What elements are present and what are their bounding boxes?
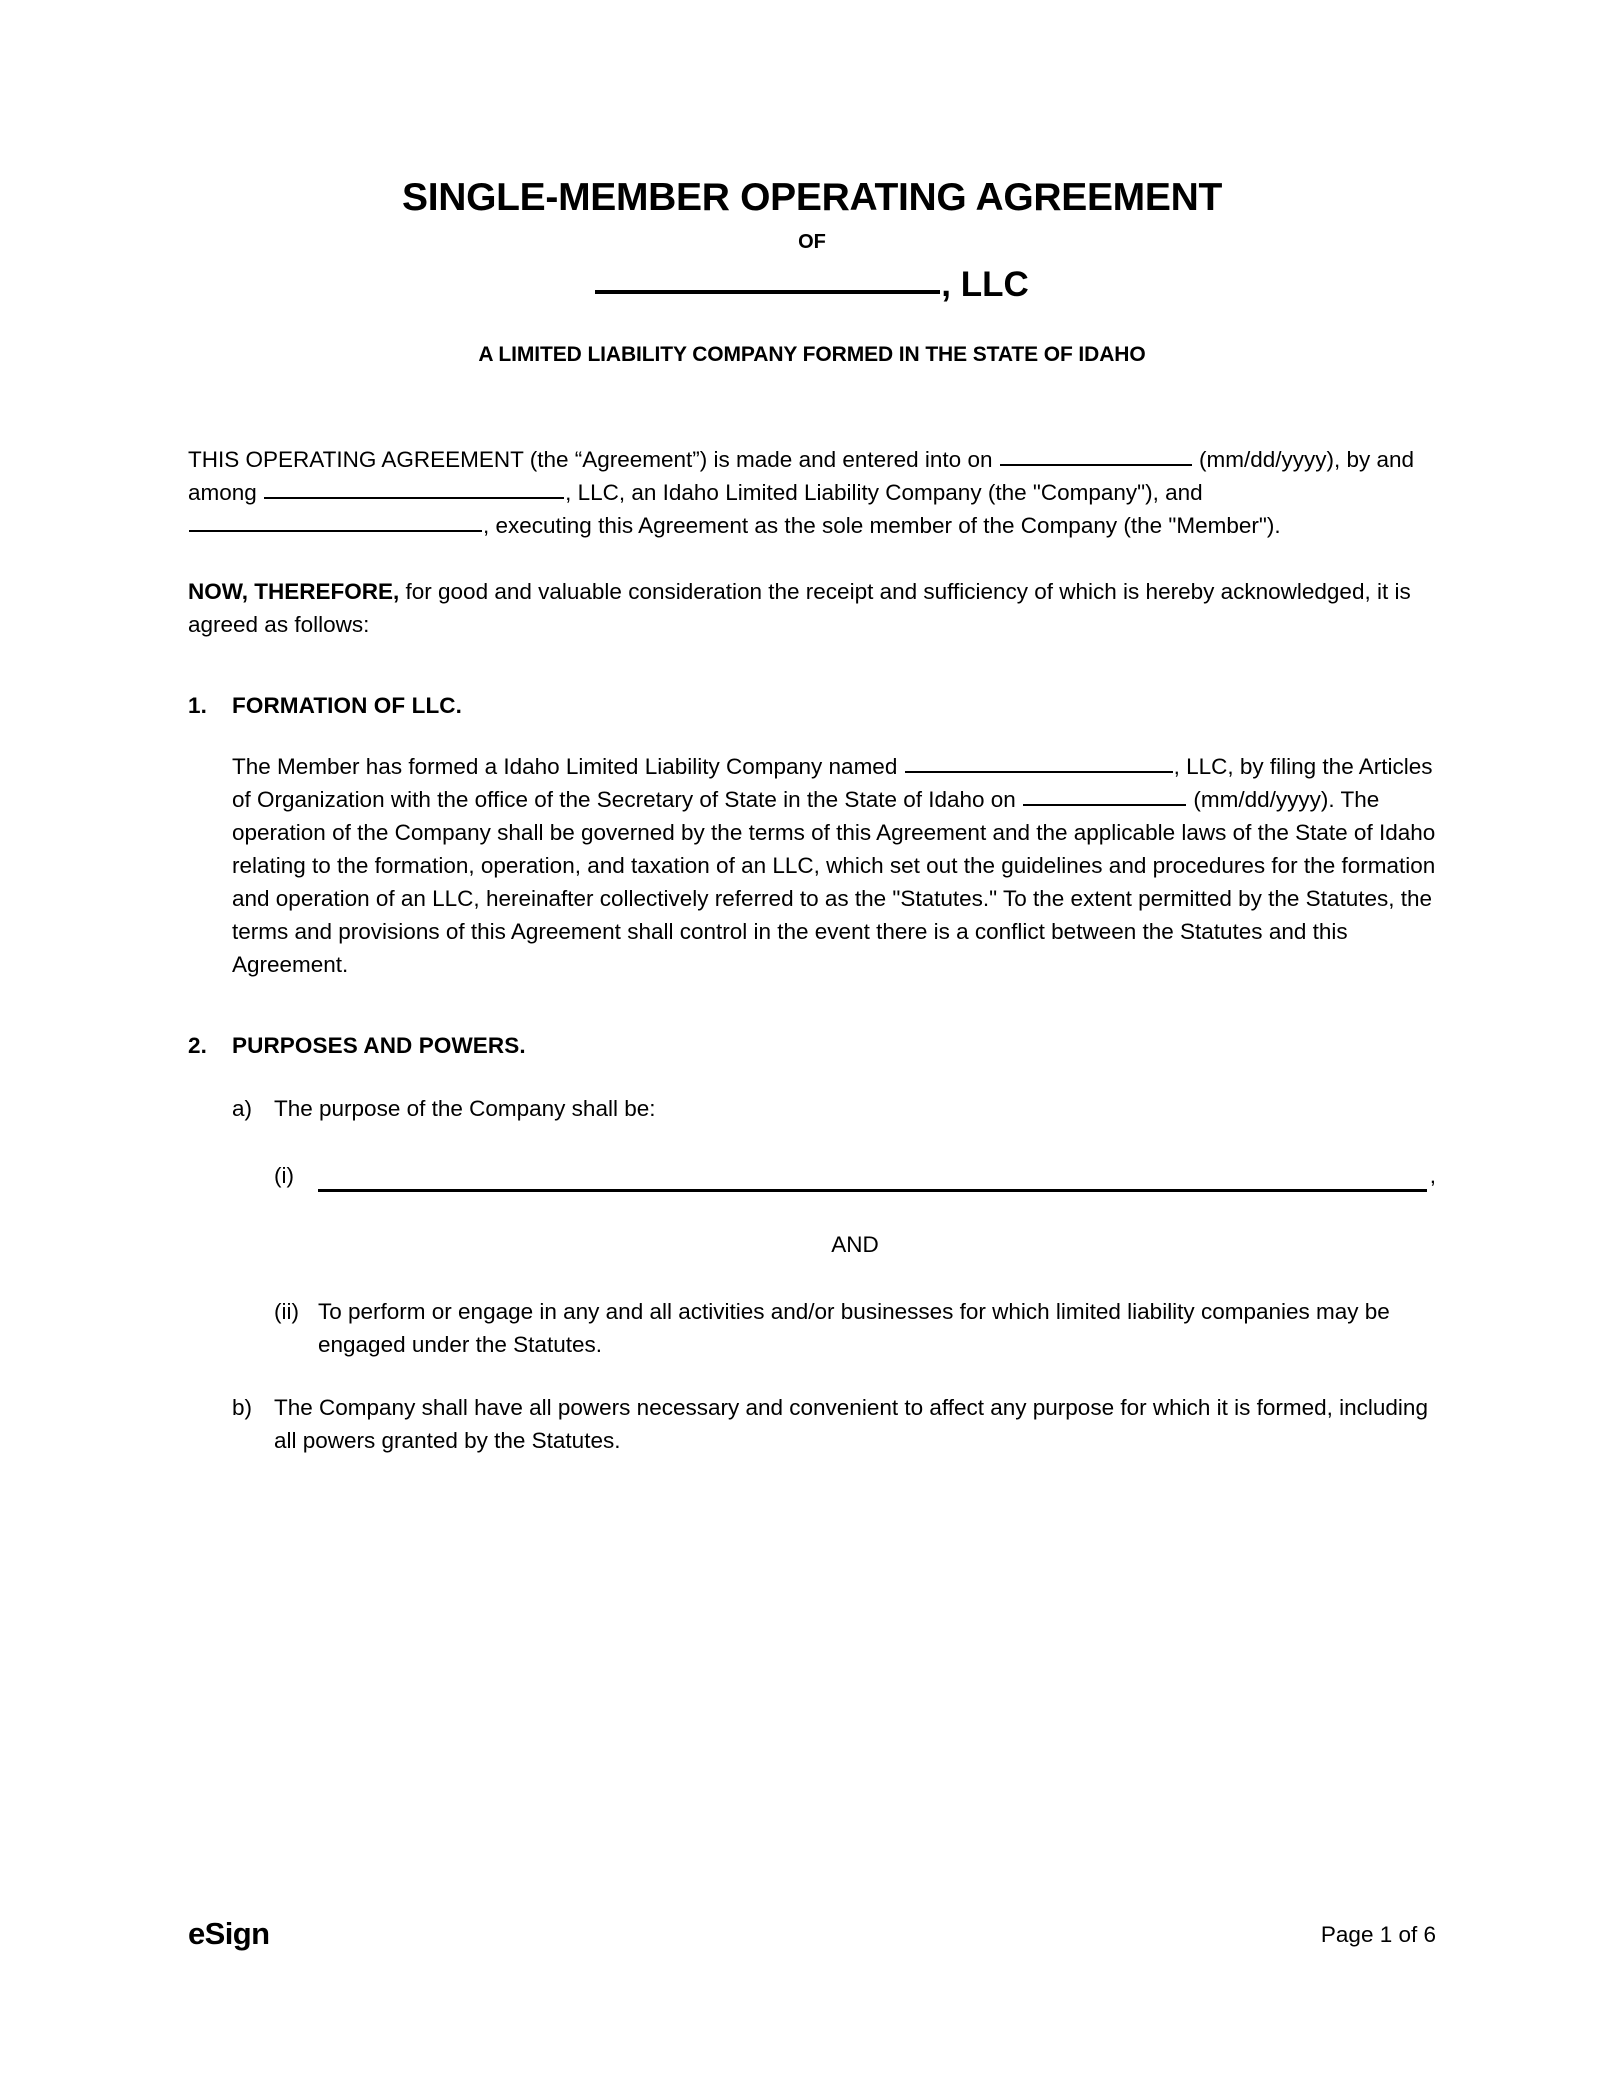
and-connector-label: AND (831, 1232, 879, 1258)
now-therefore-paragraph (188, 575, 1436, 641)
list-item-a (232, 1092, 1436, 1125)
page-title: SINGLE-MEMBER OPERATING AGREEMENT (402, 176, 1222, 219)
title-of-label: OF (798, 230, 826, 253)
list-item-b-marker: b) (232, 1395, 253, 1421)
preamble-line2-a: (mm/dd/yyyy), by and among (188, 447, 1415, 506)
preamble-block (188, 443, 1436, 641)
preamble-line1: THIS OPERATING AGREEMENT (the “Agreement”) is made and entered into on (188, 447, 993, 473)
formation-date-blank[interactable] (1023, 784, 1186, 806)
entity-name-line (188, 265, 1436, 305)
purpose-blank-row (318, 1159, 1436, 1192)
section-1-body-b: , LLC, by filing the Articles of Organization with the office of the Secretary of State in the State of Idaho on (232, 754, 1433, 813)
list-item-roman-i (274, 1159, 1436, 1192)
section-purposes-and-powers (188, 1029, 1436, 1062)
section-2-heading (188, 1029, 1436, 1062)
list-item-roman-i-marker: (i) (274, 1163, 294, 1189)
list-item-a-marker: a) (232, 1096, 253, 1122)
now-therefore-rest: for good and valuable consideration the receipt and sufficiency of which is hereby acknowledged, it is agreed as follows: (188, 579, 1411, 638)
preamble-line3-b: , executing this (483, 513, 634, 539)
entity-name-blank[interactable] (595, 290, 940, 294)
list-item-roman-i-content (318, 1159, 1436, 1192)
section-1-title: FORMATION OF LLC. (232, 693, 462, 719)
page-footer (188, 1918, 1436, 1949)
section-2-number: 2. (188, 1033, 207, 1059)
title-block (188, 0, 1436, 367)
list-item-a-text: The purpose of the Company shall be: (274, 1096, 656, 1122)
page-number: Page 1 of 6 (1320, 1922, 1436, 1947)
formation-company-name-blank[interactable] (905, 751, 1173, 773)
section-2-title: PURPOSES AND POWERS. (232, 1033, 526, 1059)
now-therefore-lead: NOW, THEREFORE, (188, 579, 400, 605)
esign-logo: eSign (188, 1916, 270, 1951)
company-name-blank[interactable] (264, 477, 564, 499)
entity-suffix-label: , LLC (941, 264, 1029, 304)
document-content (188, 0, 1436, 1457)
section-1-heading (188, 689, 1436, 722)
section-1-body-a: The Member has formed a Idaho Limited Liability Company named (232, 754, 898, 780)
purpose-description-blank[interactable] (318, 1165, 1427, 1192)
section-1-number: 1. (188, 693, 207, 719)
section-formation-of-llc (188, 689, 1436, 981)
paragraph-spacer (188, 542, 1436, 575)
list-item-roman-ii (274, 1295, 1436, 1361)
member-name-blank[interactable] (189, 510, 482, 532)
agreement-date-blank[interactable] (1000, 444, 1192, 466)
document-subtitle: A LIMITED LIABILITY COMPANY FORMED IN THE STATE OF IDAHO (478, 343, 1146, 367)
preamble-line4: Agreement as the sole member of the Company (the "Member"). (638, 513, 1281, 539)
section-1-body (232, 750, 1436, 981)
purpose-blank-tail: , (1429, 1163, 1436, 1189)
preamble-paragraph (188, 443, 1436, 542)
preamble-line2-b: , LLC, an Idaho (565, 480, 719, 506)
list-item-b (232, 1391, 1436, 1457)
section-1-body-c: (mm/dd/yyyy). The operation of the Company shall be governed by the terms of this Agreement and the applicable laws of the State of Idaho relating to the formation, operation, and taxation of an LLC, which set out the guidelines and procedures for the formation and operation of an LLC, hereinafter collectively referred to as the "Statutes." To the extent permitted by the Statutes, the terms and provisions of this Agreement shall control in the event there is a conflict between the Statutes and this Agreement. (232, 787, 1436, 978)
list-item-b-text: The Company shall have all powers necessary and convenient to affect any purpose for which it is formed, including all powers granted by the Statutes. (274, 1395, 1428, 1454)
list-item-roman-ii-text: To perform or engage in any and all activities and/or businesses for which limited liability companies may be engaged under the Statutes. (318, 1299, 1390, 1358)
list-item-roman-ii-marker: (ii) (274, 1299, 299, 1325)
preamble-line3-a: Limited Liability Company (the "Company"), and (725, 480, 1203, 506)
